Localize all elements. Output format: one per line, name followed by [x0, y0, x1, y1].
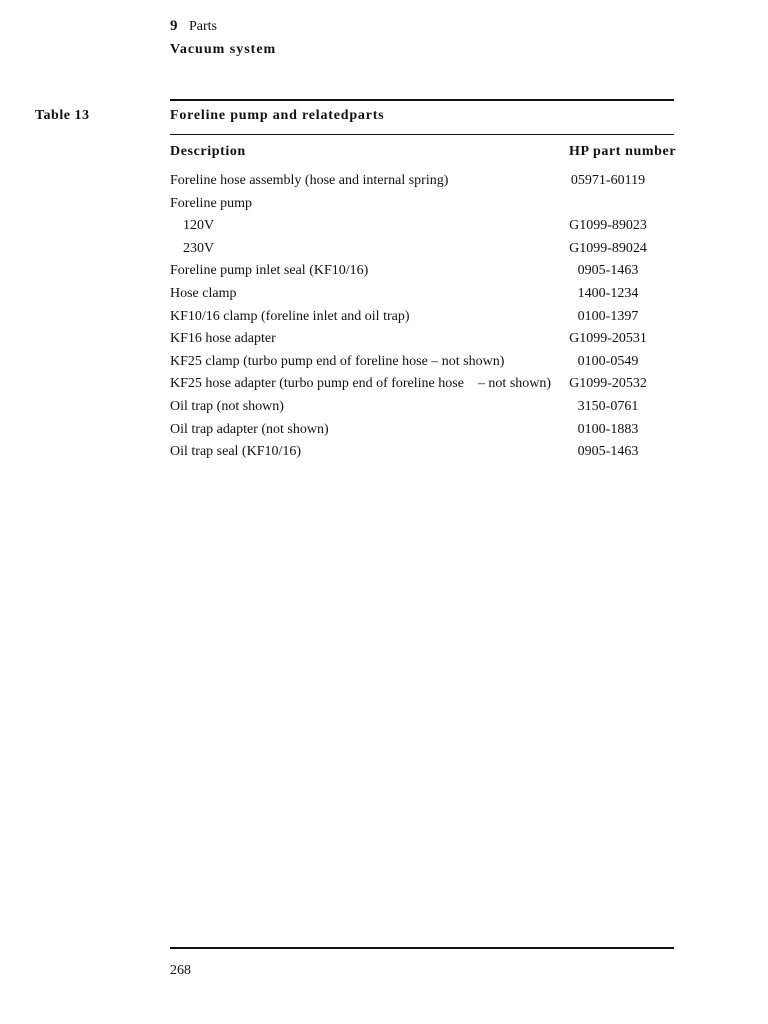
- table-row: [170, 396, 674, 419]
- footer-rule: [170, 947, 674, 949]
- table-row: [170, 306, 674, 329]
- row-part-number: 0100-1397: [577, 308, 639, 324]
- row-description: KF25 clamp (turbo pump end of foreline hose – not shown): [170, 353, 505, 369]
- row-description: Foreline hose assembly (hose and internal spring): [170, 173, 449, 188]
- chapter-title: Parts: [189, 19, 217, 34]
- column-header-description: Description: [170, 144, 246, 159]
- row-description: 230V: [183, 240, 215, 256]
- parts-table-body: [170, 170, 674, 464]
- table-row: [170, 260, 674, 283]
- column-header-part-number: HP part number: [569, 144, 677, 159]
- row-part-number: G1099-20532: [569, 376, 647, 392]
- chapter-number: 9: [170, 18, 178, 34]
- row-description: 120V: [183, 218, 215, 234]
- table-row: [170, 283, 674, 306]
- row-description: Hose clamp: [170, 285, 237, 301]
- table-top-rule: [170, 99, 674, 101]
- row-description: KF10/16 clamp (foreline inlet and oil trap): [170, 308, 410, 324]
- row-description: Foreline pump inlet seal (KF10/16): [170, 263, 369, 279]
- table-title-rule: [170, 134, 674, 135]
- row-part-number: G1099-89023: [569, 218, 647, 234]
- row-part-number: G1099-89024: [569, 240, 647, 256]
- table-row: [170, 441, 674, 464]
- row-part-number: 0100-1883: [577, 421, 639, 437]
- table-row: [170, 328, 674, 351]
- row-description: Oil trap (not shown): [170, 398, 284, 414]
- row-description: KF16 hose adapter: [170, 331, 276, 347]
- section-title: Vacuum system: [170, 42, 277, 57]
- row-part-number: 1400-1234: [577, 285, 639, 301]
- row-description: Foreline pump: [170, 195, 253, 211]
- table-title: Foreline pump and relatedparts: [170, 108, 385, 123]
- row-description: Oil trap seal (KF10/16): [170, 444, 302, 460]
- table-row: [170, 215, 674, 238]
- row-part-number: 0100-0549: [577, 353, 639, 369]
- table-row: [170, 419, 674, 442]
- row-part-number: 05971-60119: [570, 173, 646, 188]
- table-row: [170, 373, 674, 396]
- row-description: KF25 hose adapter (turbo pump end of foreline hose – not shown): [170, 376, 552, 392]
- table-row: [170, 238, 674, 261]
- row-part-number: G1099-20531: [569, 331, 647, 347]
- row-part-number: 0905-1463: [577, 444, 639, 460]
- row-part-number: 3150-0761: [577, 398, 639, 414]
- table-label: Table 13: [35, 108, 90, 123]
- table-row: [170, 351, 674, 374]
- table-row: [170, 193, 674, 216]
- table-row: [170, 170, 674, 193]
- page-number: 268: [170, 963, 191, 978]
- row-description: Oil trap adapter (not shown): [170, 421, 329, 437]
- row-part-number: 0905-1463: [577, 263, 639, 279]
